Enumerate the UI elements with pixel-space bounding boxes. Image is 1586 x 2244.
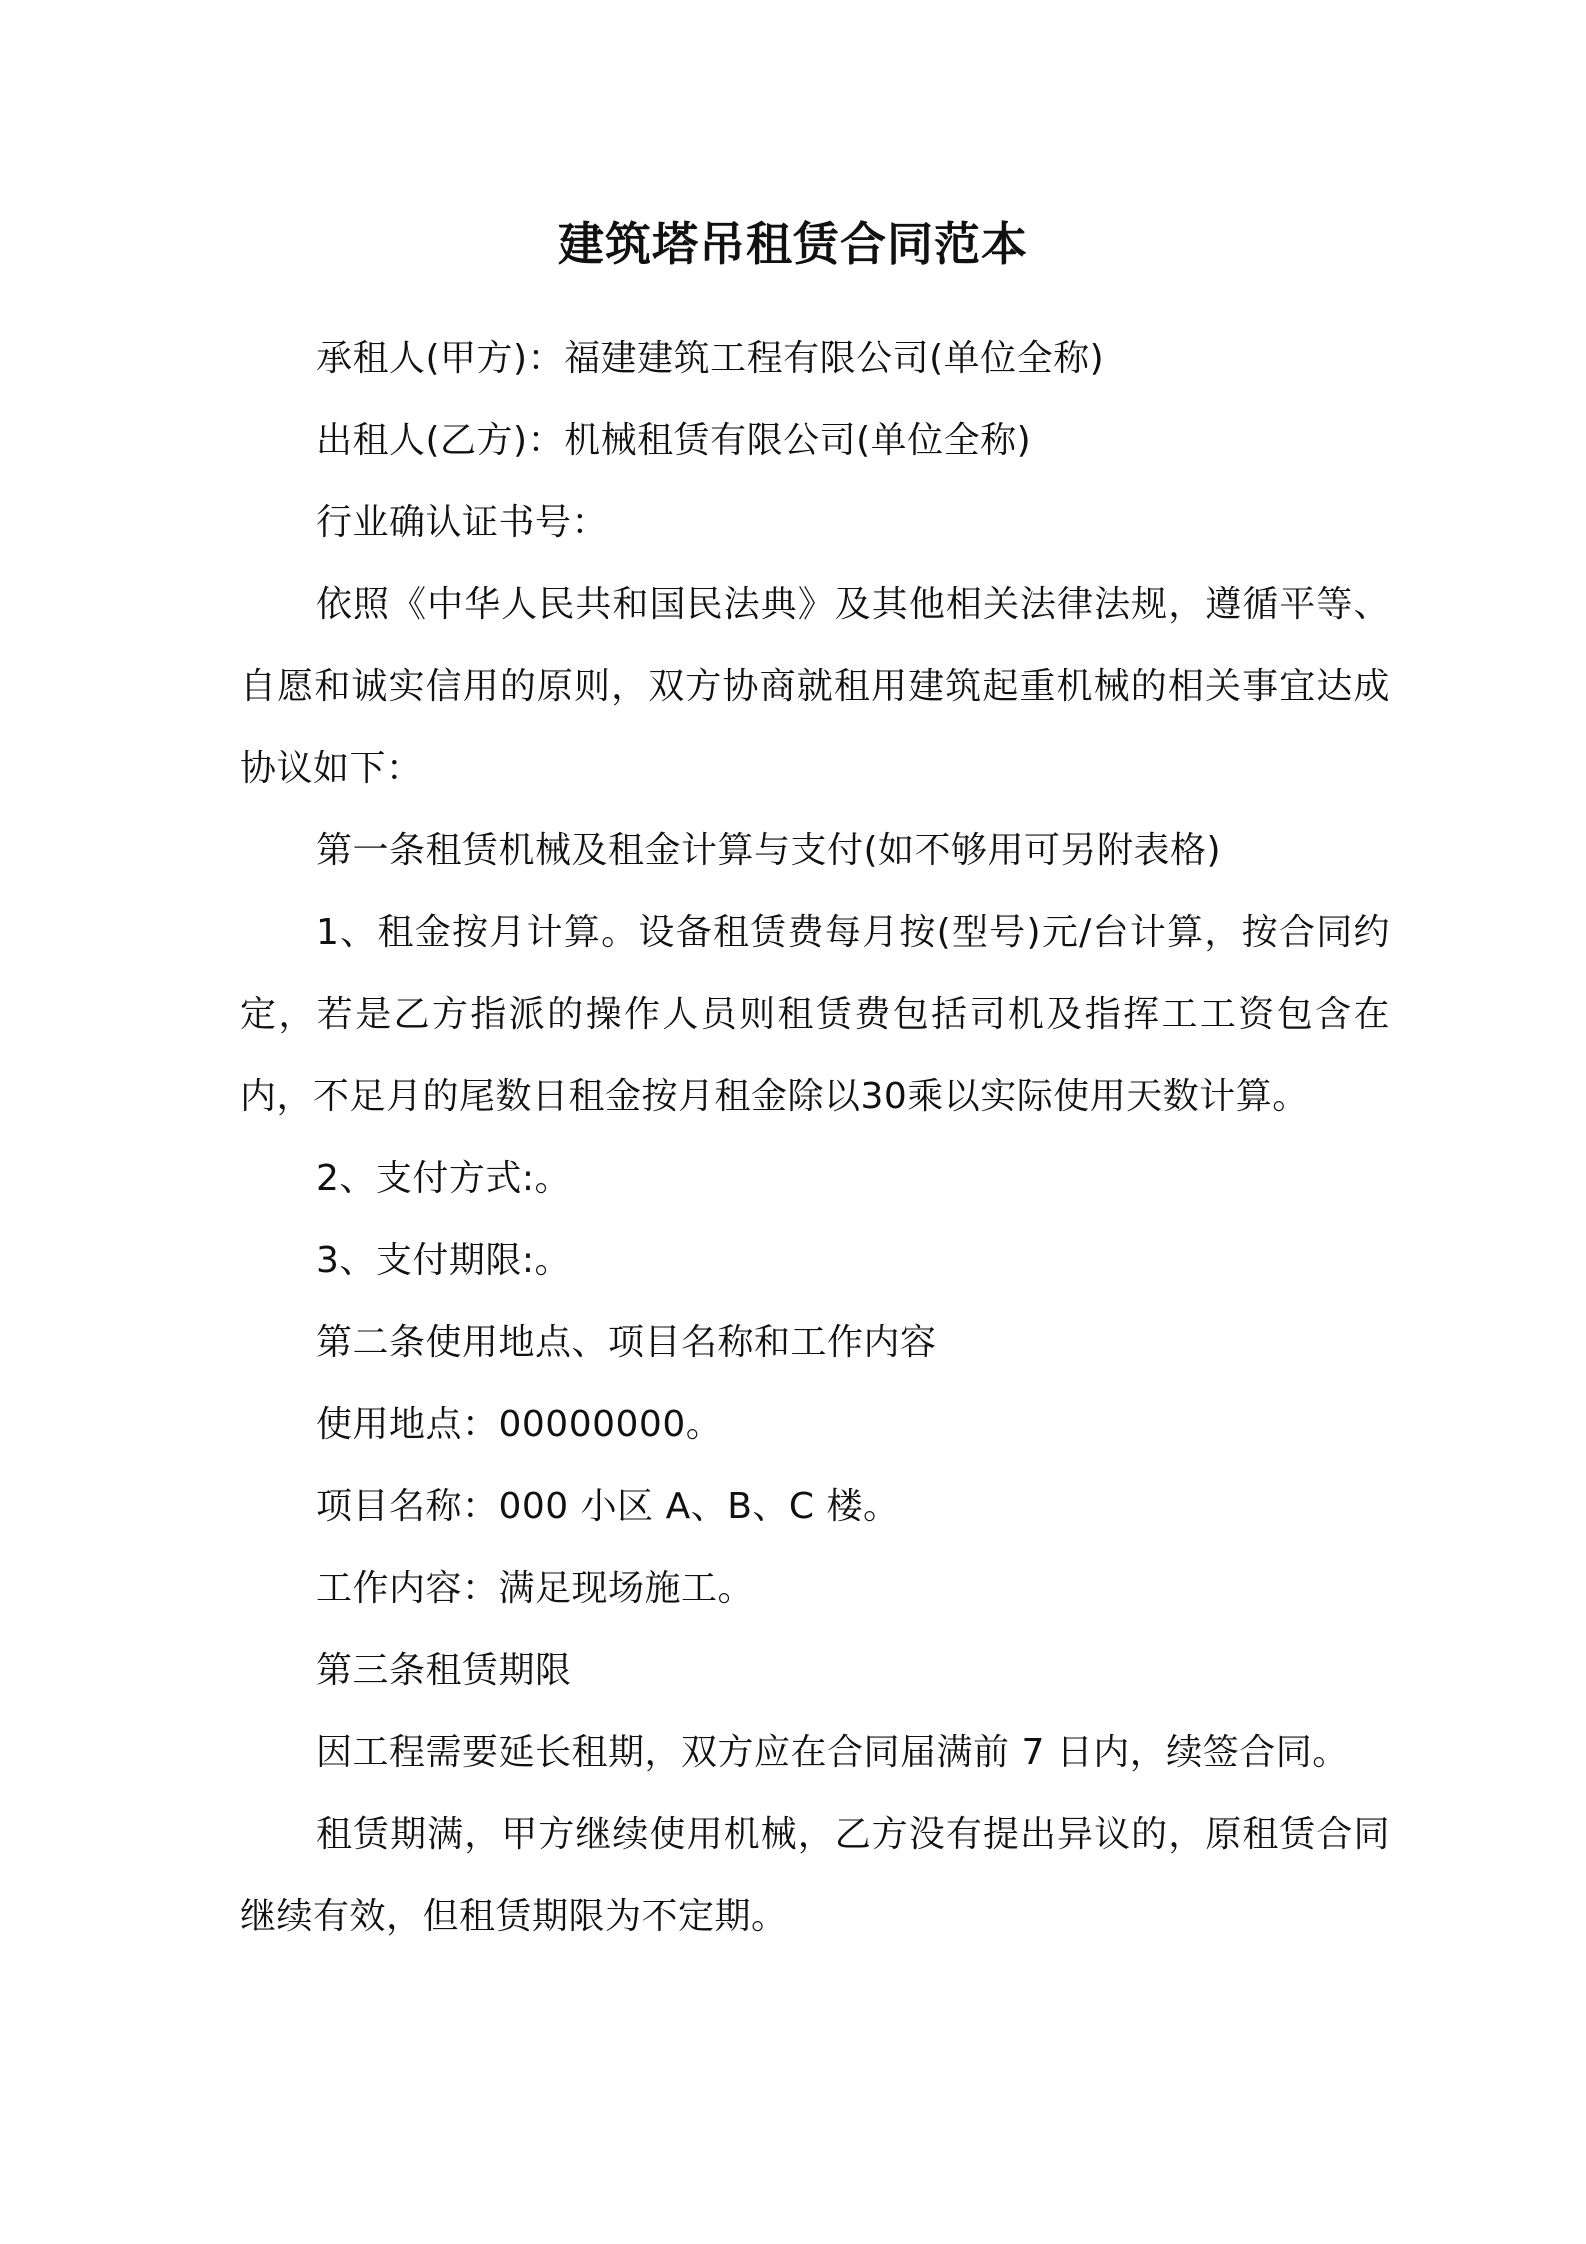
document-body bbox=[240, 318, 1390, 1958]
paragraph-lessee: 承租人(甲方)：福建建筑工程有限公司(单位全称) bbox=[316, 338, 1105, 379]
document-title: 建筑塔吊租赁合同范本 bbox=[558, 217, 1028, 271]
article-3-expiry: 租赁期满，甲方继续使用机械，乙方没有提出异议的，原租赁合同继续有效，但租赁期限为不定期。 bbox=[240, 1814, 1390, 1937]
article-3-extension: 因工程需要延长租期，双方应在合同届满前 7 日内，续签合同。 bbox=[316, 1732, 1349, 1773]
article-3-heading: 第三条租赁期限 bbox=[316, 1650, 572, 1691]
paragraph-certificate-number: 行业确认证书号： bbox=[316, 502, 609, 543]
article-2-location: 使用地点：00000000。 bbox=[316, 1404, 723, 1445]
article-1-heading: 第一条租赁机械及租金计算与支付(如不够用可另附表格) bbox=[316, 830, 1222, 871]
article-2-project-name: 项目名称：000 小区 A、B、C 楼。 bbox=[316, 1486, 900, 1527]
article-1-item-1: 1、租金按月计算。设备租赁费每月按(型号)元/台计算，按合同约定，若是乙方指派的操作人员则租赁费包括司机及指挥工工资包含在内，不足月的尾数日租金按月租金除以30乘以实际使用天数计算。 bbox=[240, 912, 1390, 1117]
article-1-item-3: 3、支付期限:。 bbox=[316, 1240, 572, 1281]
paragraph-lessor: 出租人(乙方)：机械租赁有限公司(单位全称) bbox=[316, 420, 1032, 461]
article-1-item-2: 2、支付方式:。 bbox=[316, 1158, 572, 1199]
paragraph-preamble: 依照《中华人民共和国民法典》及其他相关法律法规，遵循平等、自愿和诚实信用的原则，双方协商就租用建筑起重机械的相关事宜达成协议如下： bbox=[240, 584, 1390, 789]
article-2-heading: 第二条使用地点、项目名称和工作内容 bbox=[316, 1322, 937, 1363]
article-2-work-content: 工作内容：满足现场施工。 bbox=[316, 1568, 755, 1609]
